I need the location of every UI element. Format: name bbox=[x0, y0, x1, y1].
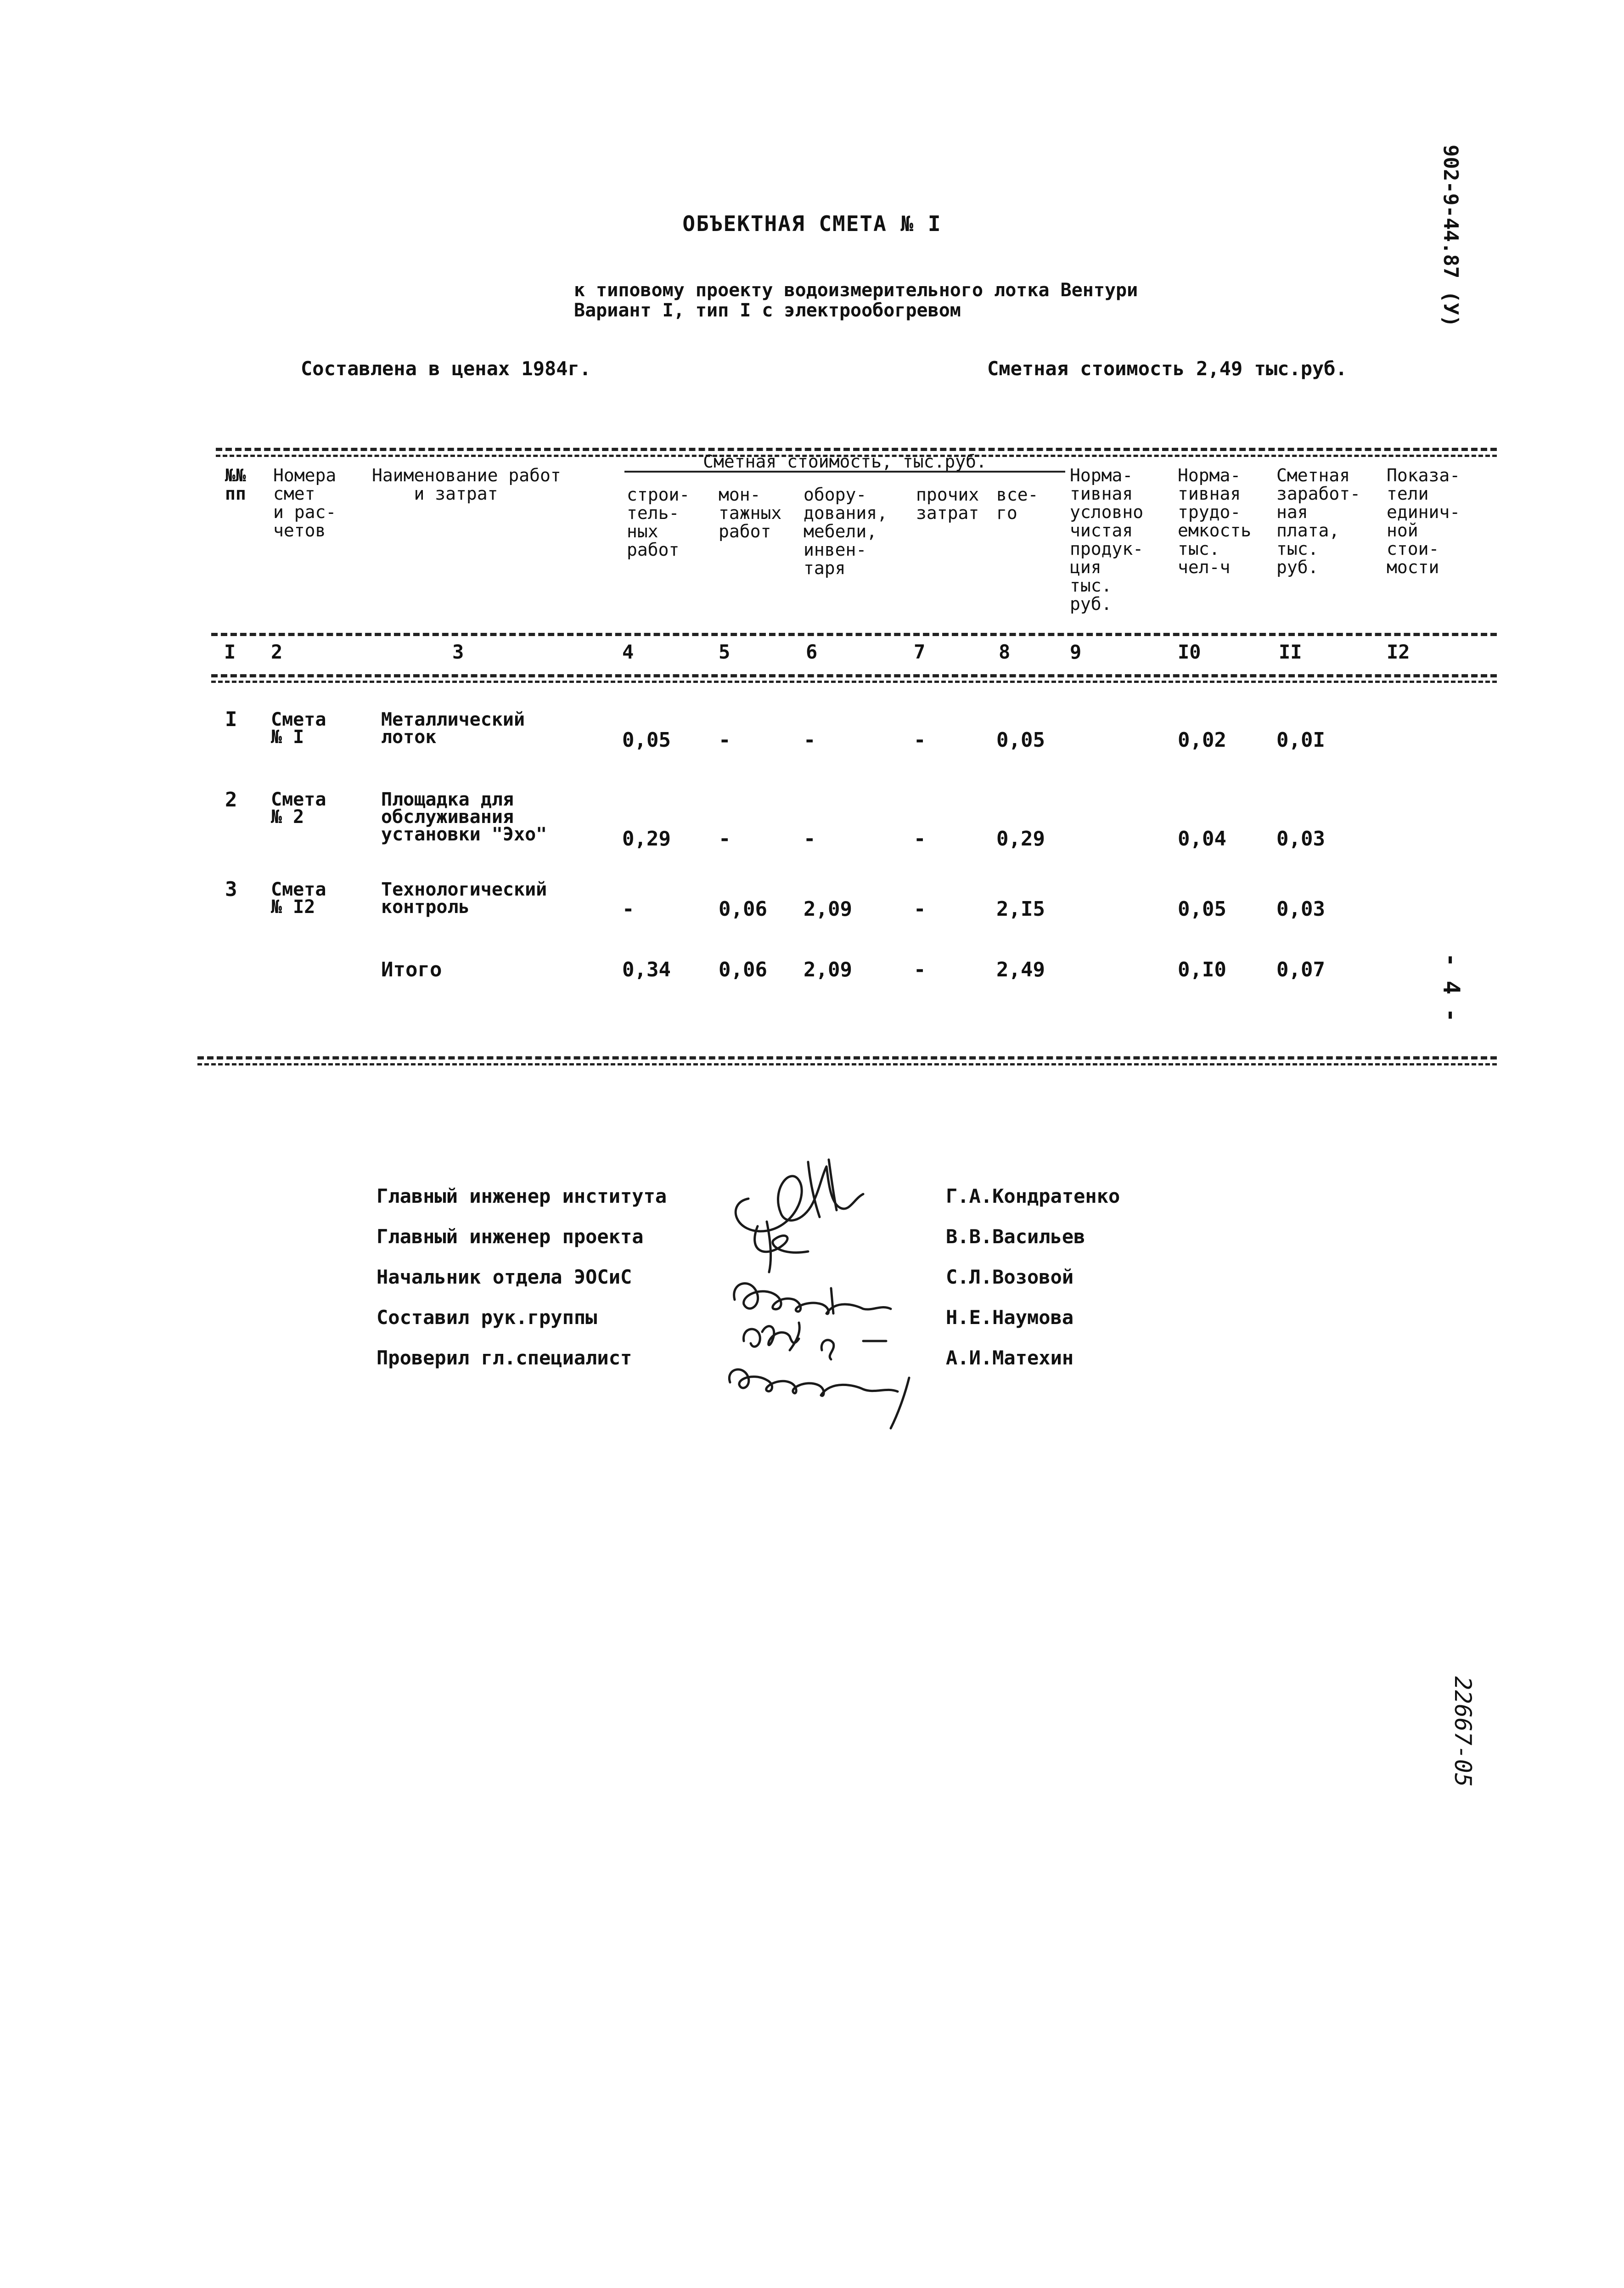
column-number: 6 bbox=[806, 641, 818, 663]
row-labor: 0,02 bbox=[1178, 728, 1226, 752]
total-construction: 0,34 bbox=[622, 958, 671, 981]
header-col-other: прочих затрат bbox=[916, 485, 979, 523]
document-subtitle bbox=[574, 280, 1138, 321]
total-equipment: 2,09 bbox=[804, 958, 852, 981]
row-construction: 0,29 bbox=[622, 827, 671, 851]
header-col-total: все- го bbox=[996, 485, 1039, 523]
row-installation: - bbox=[719, 827, 731, 851]
signature-name: А.И.Матехин bbox=[946, 1347, 1074, 1369]
row-name: Технологический контроль bbox=[381, 879, 547, 918]
total-labor: 0,I0 bbox=[1178, 958, 1226, 981]
page-number: - 4 - bbox=[1438, 953, 1465, 1022]
column-number: 5 bbox=[719, 641, 731, 663]
row-other: - bbox=[914, 827, 926, 851]
document-title: ОБЪЕКТНАЯ СМЕТА № I bbox=[682, 211, 942, 236]
column-numbers-rule-inner bbox=[211, 681, 1497, 683]
total-installation: 0,06 bbox=[719, 958, 767, 981]
column-number: I0 bbox=[1178, 641, 1201, 663]
row-equipment: - bbox=[804, 728, 816, 752]
row-other: - bbox=[914, 728, 926, 752]
total-label: Итого bbox=[381, 958, 442, 981]
handwritten-signatures-image bbox=[716, 1148, 955, 1433]
row-installation: 0,06 bbox=[719, 897, 767, 921]
row-other: - bbox=[914, 897, 926, 921]
total-total: 2,49 bbox=[996, 958, 1045, 981]
signature-name: С.Л.Возовой bbox=[946, 1266, 1074, 1288]
row-wages: 0,03 bbox=[1276, 827, 1325, 851]
row-estimate: Смета № I2 bbox=[271, 879, 326, 918]
subtitle-line-2: Вариант I, тип I с электрообогревом bbox=[574, 300, 961, 321]
column-number: 7 bbox=[914, 641, 926, 663]
row-wages: 0,0I bbox=[1276, 728, 1325, 752]
column-number: I2 bbox=[1387, 641, 1410, 663]
table-bottom-rule-inner bbox=[197, 1063, 1497, 1065]
header-col-equipment: обору- дования, мебели, инвен- таря bbox=[804, 485, 888, 578]
header-col-wages: Сметная заработ- ная плата, тыс. руб. bbox=[1276, 465, 1361, 577]
signature-role: Проверил гл.специалист bbox=[376, 1347, 632, 1369]
header-col-unit-cost: Показа- тели единич- ной стои- мости bbox=[1387, 465, 1461, 577]
signature-name: Н.Е.Наумова bbox=[946, 1306, 1074, 1329]
row-labor: 0,05 bbox=[1178, 897, 1226, 921]
row-total: 2,I5 bbox=[996, 897, 1045, 921]
table-top-rule bbox=[216, 448, 1497, 451]
column-number: I bbox=[224, 641, 236, 663]
signature-role: Составил рук.группы bbox=[376, 1306, 597, 1329]
header-col-construction: строи- тель- ных работ bbox=[627, 485, 690, 560]
header-col-labor: Норма- тивная трудо- емкость тыс. чел-ч bbox=[1178, 465, 1252, 577]
column-number: 3 bbox=[452, 641, 464, 663]
row-estimate: Смета № 2 bbox=[271, 789, 326, 828]
header-group-cost: Сметная стоимость, тыс.руб. bbox=[624, 452, 1065, 473]
row-equipment: 2,09 bbox=[804, 897, 852, 921]
signature-role: Начальник отдела ЭОСиС bbox=[376, 1266, 632, 1288]
row-total: 0,29 bbox=[996, 827, 1045, 851]
row-name: Металлический лоток bbox=[381, 709, 525, 748]
signature-role: Главный инженер института bbox=[376, 1185, 667, 1207]
row-equipment: - bbox=[804, 827, 816, 851]
row-installation: - bbox=[719, 728, 731, 752]
row-wages: 0,03 bbox=[1276, 897, 1325, 921]
row-estimate: Смета № I bbox=[271, 709, 326, 748]
row-number: 3 bbox=[225, 878, 237, 901]
subtitle-line-1: к типовому проекту водоизмерительного лотка Вентури bbox=[574, 280, 1138, 301]
row-construction: 0,05 bbox=[622, 728, 671, 752]
column-number: II bbox=[1279, 641, 1302, 663]
column-number: 2 bbox=[271, 641, 283, 663]
signature-name: Г.А.Кондратенко bbox=[946, 1185, 1120, 1207]
header-col-estimate: Номера смет и рас- четов bbox=[273, 465, 337, 541]
side-inventory-number: 22667-05 bbox=[1450, 1676, 1476, 1787]
header-col-net-product: Норма- тивная условно чистая продук- ция тыс. руб. bbox=[1070, 465, 1144, 614]
column-number: 8 bbox=[999, 641, 1011, 663]
column-numbers-rule bbox=[211, 674, 1497, 677]
header-col-installation: мон- тажных работ bbox=[719, 485, 782, 541]
total-wages: 0,07 bbox=[1276, 958, 1325, 981]
total-other: - bbox=[914, 958, 926, 981]
table-bottom-rule bbox=[197, 1056, 1497, 1059]
cost-note: Сметная стоимость 2,49 тыс.руб. bbox=[987, 357, 1347, 380]
header-col-number: №№ пп bbox=[225, 465, 246, 504]
header-col-name: Наименование работ и затрат bbox=[372, 465, 561, 504]
row-number: I bbox=[225, 708, 237, 731]
signature-role: Главный инженер проекта bbox=[376, 1225, 644, 1248]
header-bottom-rule bbox=[211, 633, 1497, 636]
prices-note: Составлена в ценах 1984г. bbox=[301, 357, 591, 380]
column-number: 4 bbox=[622, 641, 634, 663]
row-name: Площадка для обслуживания установки "Эхо" bbox=[381, 789, 547, 845]
row-total: 0,05 bbox=[996, 728, 1045, 752]
row-construction: - bbox=[622, 897, 635, 921]
row-number: 2 bbox=[225, 788, 237, 812]
side-document-code: 902-9-44.87 (У) bbox=[1439, 145, 1462, 327]
row-labor: 0,04 bbox=[1178, 827, 1226, 851]
column-number: 9 bbox=[1070, 641, 1082, 663]
signature-name: В.В.Васильев bbox=[946, 1225, 1085, 1248]
